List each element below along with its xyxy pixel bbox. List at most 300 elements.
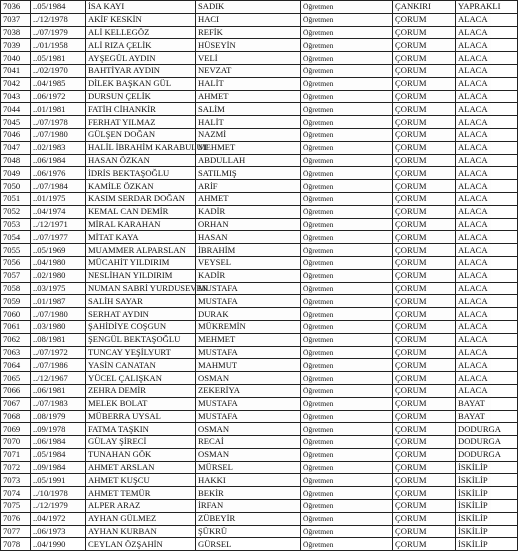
birth-date-cell: ..01/1987: [31, 295, 86, 308]
name-cell: DURSUN ÇELİK: [86, 90, 196, 103]
row-number-cell: 7047: [1, 141, 31, 154]
table-row: [1, 167, 518, 180]
father-name-cell: MUSTAFA: [196, 410, 301, 423]
father-name-cell: HALİT: [196, 116, 301, 129]
district-cell: İSKİLİP: [456, 512, 518, 525]
province-cell: ÇORUM: [393, 39, 456, 52]
province-cell: ÇORUM: [393, 103, 456, 116]
title-cell: Öğretmen: [301, 282, 393, 295]
title-cell: Öğretmen: [301, 423, 393, 436]
table-row: [1, 205, 518, 218]
birth-date-cell: ../07/1979: [31, 26, 86, 39]
table-row: [1, 333, 518, 346]
table-row: [1, 116, 518, 129]
birth-date-cell: ..06/1976: [31, 167, 86, 180]
father-name-cell: MUSTAFA: [196, 397, 301, 410]
father-name-cell: OSMAN: [196, 372, 301, 385]
name-cell: GÜLŞEN DOĞAN: [86, 128, 196, 141]
district-cell: BAYAT: [456, 410, 518, 423]
birth-date-cell: ../07/1980: [31, 308, 86, 321]
table-row: [1, 154, 518, 167]
province-cell: ÇORUM: [393, 448, 456, 461]
title-cell: Öğretmen: [301, 1, 393, 14]
row-number-cell: 7038: [1, 26, 31, 39]
name-cell: MİTAT KAYA: [86, 231, 196, 244]
title-cell: Öğretmen: [301, 359, 393, 372]
name-cell: MÜBERRA UYSAL: [86, 410, 196, 423]
title-cell: Öğretmen: [301, 436, 393, 449]
table-row: [1, 192, 518, 205]
name-cell: MELEK BOLAT: [86, 397, 196, 410]
district-cell: ALACA: [456, 116, 518, 129]
table-row: [1, 372, 518, 385]
father-name-cell: MEHMET: [196, 333, 301, 346]
row-number-cell: 7063: [1, 346, 31, 359]
father-name-cell: OSMAN: [196, 423, 301, 436]
district-cell: İSKİLİP: [456, 525, 518, 538]
district-cell: ALACA: [456, 128, 518, 141]
row-number-cell: 7043: [1, 90, 31, 103]
birth-date-cell: ../07/1983: [31, 397, 86, 410]
province-cell: ÇORUM: [393, 346, 456, 359]
title-cell: Öğretmen: [301, 525, 393, 538]
district-cell: İSKİLİP: [456, 500, 518, 513]
birth-date-cell: ../07/1984: [31, 180, 86, 193]
name-cell: AYHAN GÜLMEZ: [86, 512, 196, 525]
father-name-cell: MÜKREMİN: [196, 320, 301, 333]
title-cell: Öğretmen: [301, 13, 393, 26]
father-name-cell: ARİF: [196, 180, 301, 193]
father-name-cell: KADİR: [196, 205, 301, 218]
province-cell: ÇORUM: [393, 295, 456, 308]
table-row: [1, 423, 518, 436]
province-cell: ÇORUM: [393, 474, 456, 487]
name-cell: DİLEK BAŞKAN GÜL: [86, 77, 196, 90]
father-name-cell: İRFAN: [196, 500, 301, 513]
province-cell: ÇORUM: [393, 538, 456, 551]
row-number-cell: 7039: [1, 39, 31, 52]
district-cell: ALACA: [456, 192, 518, 205]
name-cell: MİRAL KARAHAN: [86, 218, 196, 231]
table-row: [1, 295, 518, 308]
province-cell: ÇORUM: [393, 487, 456, 500]
row-number-cell: 7066: [1, 384, 31, 397]
title-cell: Öğretmen: [301, 538, 393, 551]
father-name-cell: VELİ: [196, 52, 301, 65]
district-cell: ALACA: [456, 231, 518, 244]
birth-date-cell: ..02/1983: [31, 141, 86, 154]
province-cell: ÇORUM: [393, 384, 456, 397]
father-name-cell: MEHMET: [196, 141, 301, 154]
title-cell: Öğretmen: [301, 308, 393, 321]
birth-date-cell: ..05/1969: [31, 244, 86, 257]
father-name-cell: RECAİ: [196, 436, 301, 449]
father-name-cell: ABDULLAH: [196, 154, 301, 167]
name-cell: YÜCEL ÇALIŞKAN: [86, 372, 196, 385]
birth-date-cell: ..04/1974: [31, 205, 86, 218]
district-cell: ALACA: [456, 26, 518, 39]
row-number-cell: 7053: [1, 218, 31, 231]
row-number-cell: 7075: [1, 500, 31, 513]
district-cell: ALACA: [456, 244, 518, 257]
row-number-cell: 7062: [1, 333, 31, 346]
table-row: [1, 308, 518, 321]
father-name-cell: ORHAN: [196, 218, 301, 231]
birth-date-cell: ..05/1984: [31, 1, 86, 14]
district-cell: ALACA: [456, 320, 518, 333]
district-cell: ALACA: [456, 39, 518, 52]
title-cell: Öğretmen: [301, 141, 393, 154]
province-cell: ÇORUM: [393, 359, 456, 372]
province-cell: ÇORUM: [393, 397, 456, 410]
row-number-cell: 7049: [1, 167, 31, 180]
district-cell: ALACA: [456, 90, 518, 103]
table-row: [1, 410, 518, 423]
father-name-cell: MAHMUT: [196, 359, 301, 372]
district-cell: ALACA: [456, 180, 518, 193]
father-name-cell: NAZMİ: [196, 128, 301, 141]
title-cell: Öğretmen: [301, 26, 393, 39]
province-cell: ÇORUM: [393, 436, 456, 449]
title-cell: Öğretmen: [301, 205, 393, 218]
province-cell: ÇORUM: [393, 512, 456, 525]
name-cell: SERHAT AYDIN: [86, 308, 196, 321]
birth-date-cell: ..09/1978: [31, 423, 86, 436]
province-cell: ÇORUM: [393, 423, 456, 436]
province-cell: ÇORUM: [393, 410, 456, 423]
birth-date-cell: ..03/1980: [31, 320, 86, 333]
row-number-cell: 7071: [1, 448, 31, 461]
name-cell: TUNAHAN GÖK: [86, 448, 196, 461]
row-number-cell: 7040: [1, 52, 31, 65]
birth-date-cell: ..05/1991: [31, 474, 86, 487]
table-row: [1, 461, 518, 474]
row-number-cell: 7059: [1, 295, 31, 308]
row-number-cell: 7069: [1, 423, 31, 436]
name-cell: FERHAT YILMAZ: [86, 116, 196, 129]
row-number-cell: 7037: [1, 13, 31, 26]
title-cell: Öğretmen: [301, 512, 393, 525]
father-name-cell: SATILMIŞ: [196, 167, 301, 180]
row-number-cell: 7041: [1, 64, 31, 77]
birth-date-cell: ../12/1979: [31, 500, 86, 513]
name-cell: AHMET TEMÜR: [86, 487, 196, 500]
father-name-cell: MUSTAFA: [196, 346, 301, 359]
birth-date-cell: ..08/1979: [31, 410, 86, 423]
title-cell: Öğretmen: [301, 256, 393, 269]
birth-date-cell: ..06/1972: [31, 90, 86, 103]
table-row: [1, 269, 518, 282]
birth-date-cell: ../07/1977: [31, 231, 86, 244]
name-cell: ZEHRA DEMİR: [86, 384, 196, 397]
name-cell: AYHAN KURBAN: [86, 525, 196, 538]
birth-date-cell: ../12/1971: [31, 218, 86, 231]
birth-date-cell: ../12/1978: [31, 13, 86, 26]
name-cell: TUNCAY YEŞİLYURT: [86, 346, 196, 359]
father-name-cell: MUSTAFA: [196, 295, 301, 308]
district-cell: ALACA: [456, 167, 518, 180]
title-cell: Öğretmen: [301, 295, 393, 308]
district-cell: DODURGA: [456, 423, 518, 436]
province-cell: ÇORUM: [393, 231, 456, 244]
row-number-cell: 7052: [1, 205, 31, 218]
father-name-cell: HÜSEYİN: [196, 39, 301, 52]
birth-date-cell: ..04/1980: [31, 256, 86, 269]
district-cell: DODURGA: [456, 448, 518, 461]
father-name-cell: MUSTAFA: [196, 282, 301, 295]
table-row: [1, 128, 518, 141]
row-number-cell: 7057: [1, 269, 31, 282]
title-cell: Öğretmen: [301, 320, 393, 333]
district-cell: ALACA: [456, 13, 518, 26]
district-cell: ALACA: [456, 346, 518, 359]
birth-date-cell: ..04/1990: [31, 538, 86, 551]
title-cell: Öğretmen: [301, 39, 393, 52]
table-row: [1, 538, 518, 551]
title-cell: Öğretmen: [301, 116, 393, 129]
father-name-cell: OSMAN: [196, 448, 301, 461]
birth-date-cell: ..06/1984: [31, 154, 86, 167]
name-cell: HALİL İBRAHİM KARABULUT: [86, 141, 196, 154]
father-name-cell: AHMET: [196, 90, 301, 103]
table-row: [1, 282, 518, 295]
table-row: [1, 474, 518, 487]
title-cell: Öğretmen: [301, 397, 393, 410]
title-cell: Öğretmen: [301, 448, 393, 461]
table-body: [1, 1, 518, 551]
name-cell: CEYLAN ÖZŞAHİN: [86, 538, 196, 551]
row-number-cell: 7051: [1, 192, 31, 205]
row-number-cell: 7054: [1, 231, 31, 244]
row-number-cell: 7056: [1, 256, 31, 269]
province-cell: ÇORUM: [393, 320, 456, 333]
birth-date-cell: ../02/1970: [31, 64, 86, 77]
row-number-cell: 7045: [1, 116, 31, 129]
birth-date-cell: ..09/1984: [31, 461, 86, 474]
row-number-cell: 7077: [1, 525, 31, 538]
table-row: [1, 487, 518, 500]
title-cell: Öğretmen: [301, 167, 393, 180]
birth-date-cell: ..01/1975: [31, 192, 86, 205]
row-number-cell: 7042: [1, 77, 31, 90]
row-number-cell: 7044: [1, 103, 31, 116]
district-cell: ALACA: [456, 218, 518, 231]
table-row: [1, 64, 518, 77]
name-cell: NESLİHAN YILDIRIM: [86, 269, 196, 282]
row-number-cell: 7076: [1, 512, 31, 525]
district-cell: BAYAT: [456, 397, 518, 410]
name-cell: YASİN CANATAN: [86, 359, 196, 372]
father-name-cell: SALİM: [196, 103, 301, 116]
table-row: [1, 436, 518, 449]
birth-date-cell: ..04/1972: [31, 512, 86, 525]
district-cell: İSKİLİP: [456, 474, 518, 487]
title-cell: Öğretmen: [301, 231, 393, 244]
title-cell: Öğretmen: [301, 500, 393, 513]
row-number-cell: 7065: [1, 372, 31, 385]
row-number-cell: 7055: [1, 244, 31, 257]
district-cell: ALACA: [456, 141, 518, 154]
table-row: [1, 231, 518, 244]
father-name-cell: AHMET: [196, 192, 301, 205]
name-cell: ŞAHİDİYE COŞGUN: [86, 320, 196, 333]
father-name-cell: KADİR: [196, 269, 301, 282]
table-row: [1, 180, 518, 193]
province-cell: ÇORUM: [393, 192, 456, 205]
name-cell: HASAN ÖZKAN: [86, 154, 196, 167]
father-name-cell: İBRAHİM: [196, 244, 301, 257]
district-cell: ALACA: [456, 384, 518, 397]
row-number-cell: 7050: [1, 180, 31, 193]
father-name-cell: HALİT: [196, 77, 301, 90]
name-cell: ALİ KELLEGÖZ: [86, 26, 196, 39]
birth-date-cell: ../12/1967: [31, 372, 86, 385]
father-name-cell: HASAN: [196, 231, 301, 244]
district-cell: ALACA: [456, 103, 518, 116]
table-row: [1, 26, 518, 39]
district-cell: İSKİLİP: [456, 538, 518, 551]
name-cell: FATİH CİHANKİR: [86, 103, 196, 116]
province-cell: ÇORUM: [393, 500, 456, 513]
birth-date-cell: ../01/1958: [31, 39, 86, 52]
name-cell: ALİ RIZA ÇELİK: [86, 39, 196, 52]
province-cell: ÇORUM: [393, 461, 456, 474]
district-cell: DODURGA: [456, 436, 518, 449]
name-cell: BAHTİYAR AYDIN: [86, 64, 196, 77]
title-cell: Öğretmen: [301, 384, 393, 397]
name-cell: AHMET ARSLAN: [86, 461, 196, 474]
father-name-cell: REFİK: [196, 26, 301, 39]
province-cell: ÇORUM: [393, 26, 456, 39]
district-cell: ALACA: [456, 269, 518, 282]
father-name-cell: ŞÜKRÜ: [196, 525, 301, 538]
name-cell: İDRİS BEKTAŞOĞLU: [86, 167, 196, 180]
title-cell: Öğretmen: [301, 90, 393, 103]
table-row: [1, 346, 518, 359]
father-name-cell: BEKİR: [196, 487, 301, 500]
title-cell: Öğretmen: [301, 461, 393, 474]
table-row: [1, 52, 518, 65]
title-cell: Öğretmen: [301, 244, 393, 257]
row-number-cell: 7064: [1, 359, 31, 372]
province-cell: ÇORUM: [393, 116, 456, 129]
birth-date-cell: ..08/1981: [31, 333, 86, 346]
district-cell: ALACA: [456, 205, 518, 218]
district-cell: ALACA: [456, 333, 518, 346]
province-cell: ÇORUM: [393, 269, 456, 282]
name-cell: SALİH SAYAR: [86, 295, 196, 308]
name-cell: NUMAN SABRİ YURDUSEVEN: [86, 282, 196, 295]
row-number-cell: 7070: [1, 436, 31, 449]
row-number-cell: 7048: [1, 154, 31, 167]
table-row: [1, 1, 518, 14]
father-name-cell: VEYSEL: [196, 256, 301, 269]
table-row: [1, 448, 518, 461]
birth-date-cell: ..06/1981: [31, 384, 86, 397]
birth-date-cell: ../10/1978: [31, 487, 86, 500]
province-cell: ÇORUM: [393, 333, 456, 346]
table-row: [1, 525, 518, 538]
title-cell: Öğretmen: [301, 474, 393, 487]
table-row: [1, 244, 518, 257]
province-cell: ÇORUM: [393, 525, 456, 538]
district-cell: İSKİLİP: [456, 461, 518, 474]
birth-date-cell: ..06/1984: [31, 436, 86, 449]
district-cell: ALACA: [456, 52, 518, 65]
title-cell: Öğretmen: [301, 180, 393, 193]
row-number-cell: 7078: [1, 538, 31, 551]
province-cell: ÇORUM: [393, 218, 456, 231]
title-cell: Öğretmen: [301, 154, 393, 167]
title-cell: Öğretmen: [301, 103, 393, 116]
row-number-cell: 7067: [1, 397, 31, 410]
row-number-cell: 7068: [1, 410, 31, 423]
name-cell: AYŞEGÜL AYDIN: [86, 52, 196, 65]
province-cell: ÇORUM: [393, 90, 456, 103]
row-number-cell: 7036: [1, 1, 31, 14]
name-cell: AKİF KESKİN: [86, 13, 196, 26]
province-cell: ÇORUM: [393, 244, 456, 257]
province-cell: ÇORUM: [393, 141, 456, 154]
row-number-cell: 7058: [1, 282, 31, 295]
district-cell: ALACA: [456, 295, 518, 308]
title-cell: Öğretmen: [301, 410, 393, 423]
title-cell: Öğretmen: [301, 128, 393, 141]
father-name-cell: HACI: [196, 13, 301, 26]
province-cell: ÇORUM: [393, 180, 456, 193]
province-cell: ÇORUM: [393, 205, 456, 218]
district-cell: ALACA: [456, 372, 518, 385]
province-cell: ÇORUM: [393, 13, 456, 26]
title-cell: Öğretmen: [301, 52, 393, 65]
title-cell: Öğretmen: [301, 269, 393, 282]
name-cell: KASIM SERDAR DOĞAN: [86, 192, 196, 205]
title-cell: Öğretmen: [301, 346, 393, 359]
province-cell: ÇORUM: [393, 256, 456, 269]
name-cell: MÜCAHİT YILDIRIM: [86, 256, 196, 269]
table-row: [1, 218, 518, 231]
table-row: [1, 320, 518, 333]
province-cell: ÇORUM: [393, 282, 456, 295]
province-cell: ÇORUM: [393, 77, 456, 90]
name-cell: MUAMMER ALPARSLAN: [86, 244, 196, 257]
title-cell: Öğretmen: [301, 372, 393, 385]
province-cell: ÇORUM: [393, 154, 456, 167]
birth-date-cell: ../07/1986: [31, 359, 86, 372]
name-cell: ŞENGÜL BEKTAŞOĞLU: [86, 333, 196, 346]
district-cell: ALACA: [456, 154, 518, 167]
father-name-cell: NEVZAT: [196, 64, 301, 77]
name-cell: GÜLAY ŞİRECİ: [86, 436, 196, 449]
table-row: [1, 500, 518, 513]
table-row: [1, 13, 518, 26]
name-cell: KEMAL CAN DEMİR: [86, 205, 196, 218]
table-row: [1, 512, 518, 525]
title-cell: Öğretmen: [301, 333, 393, 346]
district-cell: ALACA: [456, 308, 518, 321]
province-cell: ÇORUM: [393, 52, 456, 65]
table-row: [1, 39, 518, 52]
title-cell: Öğretmen: [301, 77, 393, 90]
row-number-cell: 7074: [1, 487, 31, 500]
district-cell: ALACA: [456, 256, 518, 269]
table-row: [1, 397, 518, 410]
table-row: [1, 141, 518, 154]
title-cell: Öğretmen: [301, 487, 393, 500]
name-cell: AHMET KUŞCU: [86, 474, 196, 487]
row-number-cell: 7046: [1, 128, 31, 141]
district-cell: YAPRAKLI: [456, 1, 518, 14]
